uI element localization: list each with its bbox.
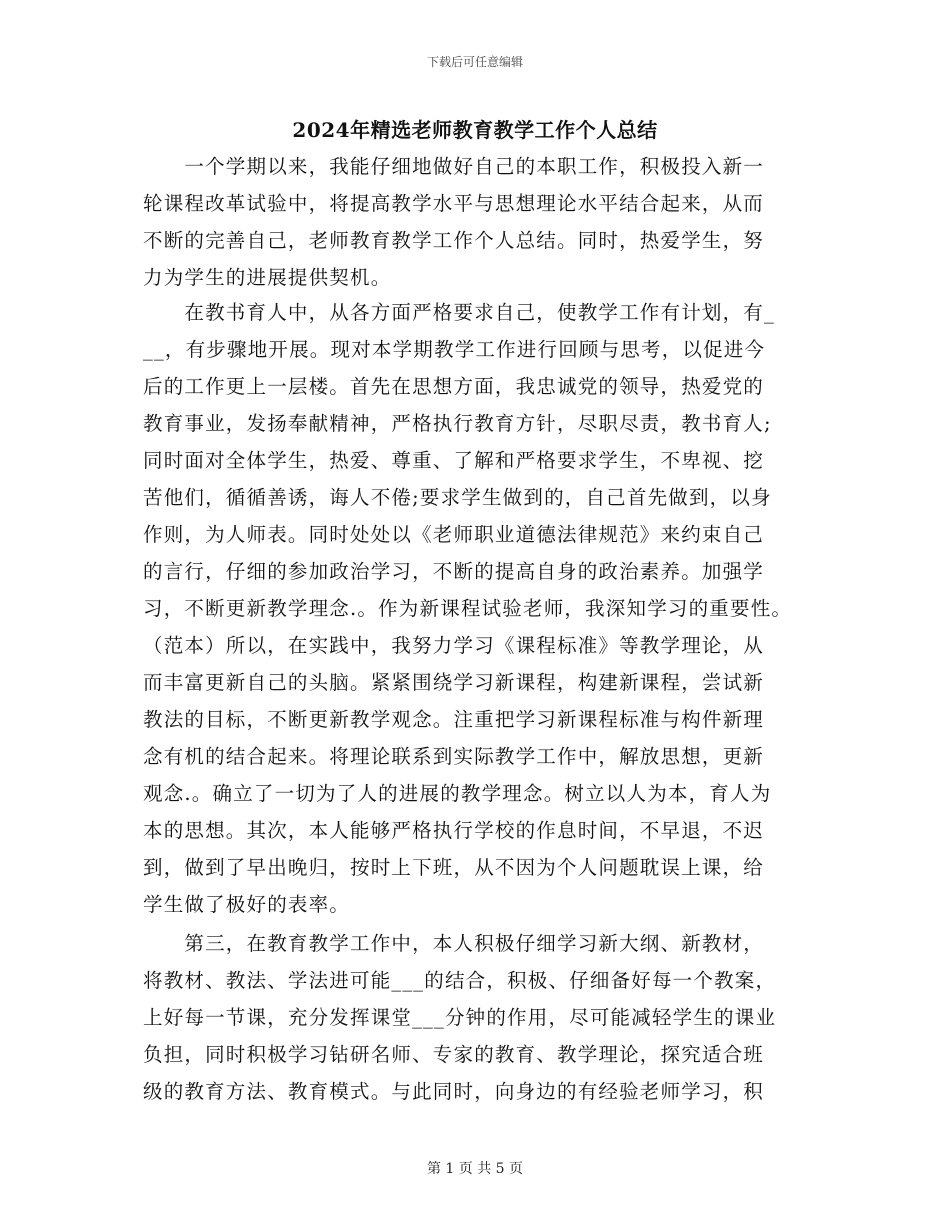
paragraph-line: （范本）所以，在实践中，我努力学习《课程标准》等教学理论，从: [143, 634, 765, 657]
paragraph-line: 轮课程改革试验中，将提高教学水平与思想理论水平结合起来，从而: [143, 192, 765, 215]
paragraph-line: 在教书育人中，从各方面严格要求自己，使教学工作有计划，有_: [143, 301, 775, 324]
paragraph-line: 将教材、教法、学法进可能___的结合，积极、仔细备好每一个教案，: [143, 969, 777, 992]
paragraph-line: 教法的目标，不断更新教学观念。注重把学习新课程标准与构件新理: [143, 708, 765, 731]
paragraph-line: 习，不断更新教学理念.。作为新课程试验老师，我深知学习的重要性。: [143, 597, 793, 620]
paragraph-2: [143, 294, 823, 923]
paragraph-3: [143, 925, 823, 1110]
document-title: 2024年精选老师教育教学工作个人总结: [292, 118, 658, 142]
paragraph-line: 后的工作更上一层楼。首先在思想方面，我忠诚党的领导，热爱党的: [143, 375, 765, 398]
paragraph-line: 级的教育方法、教育模式。与此同时，向身边的有经验老师学习，积: [143, 1080, 765, 1103]
paragraph-line: 学生做了极好的表率。: [143, 893, 351, 916]
paragraph-line: 本的思想。其次，本人能够严格执行学校的作息时间，不早退，不迟: [143, 819, 765, 842]
page-header-note: 下载后可任意编辑: [426, 55, 523, 69]
paragraph-line: 不断的完善自己，老师教育教学工作个人总结。同时，热爱学生，努: [143, 229, 765, 252]
page-number-footer: 第 1 页 共 5 页: [426, 1161, 524, 1177]
paragraph-line: 一个学期以来，我能仔细地做好自己的本职工作，积极投入新一: [143, 155, 765, 178]
paragraph-line: 第三，在教育教学工作中，本人积极仔细学习新大纲、新教材，: [143, 932, 765, 955]
paragraph-line: 上好每一节课，充分发挥课堂___分钟的作用，尽可能减轻学生的课业: [143, 1006, 777, 1029]
paragraph-line: 力为学生的进展提供契机。: [143, 266, 392, 289]
paragraph-line: 而丰富更新自己的头脑。紧紧围绕学习新课程，构建新课程，尝试新: [143, 671, 765, 694]
paragraph-line: 的言行，仔细的参加政治学习，不断的提高自身的政治素养。加强学: [143, 560, 765, 583]
paragraph-line: 教育事业，发扬奉献精神，严格执行教育方针，尽职尽责，教书育人;: [143, 412, 772, 435]
paragraph-line: 念有机的结合起来。将理论联系到实际教学工作中，解放思想，更新: [143, 745, 765, 768]
paragraph-line: 作则，为人师表。同时处处以《老师职业道德法律规范》来约束自己: [143, 523, 765, 546]
paragraph-line: 负担，同时积极学习钻研名师、专家的教育、教学理论，探究适合班: [143, 1043, 765, 1066]
paragraph-line: 到，做到了早出晚归，按时上下班，从不因为个人问题耽误上课，给: [143, 856, 765, 879]
paragraph-line: 同时面对全体学生，热爱、尊重、了解和严格要求学生，不卑视、挖: [143, 449, 765, 472]
paragraph-1: [143, 148, 823, 296]
paragraph-line: 观念.。确立了一切为了人的进展的教学理念。树立以人为本，育人为: [143, 782, 772, 805]
paragraph-line: __，有步骤地开展。现对本学期教学工作进行回顾与思考，以促进今: [143, 338, 766, 361]
paragraph-line: 苦他们，循循善诱，诲人不倦;要求学生做到的，自己首先做到，以身: [143, 486, 772, 509]
